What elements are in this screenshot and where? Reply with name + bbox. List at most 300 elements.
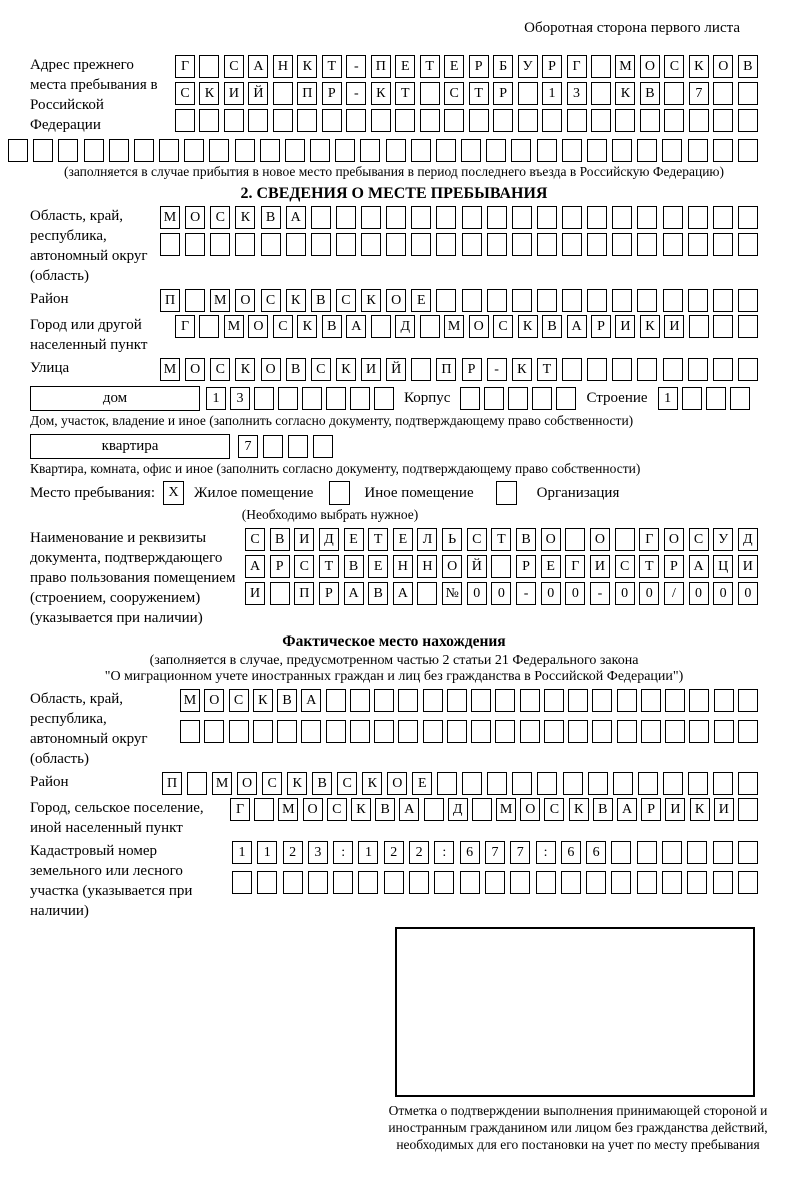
char-box: С xyxy=(311,358,331,381)
char-box: 0 xyxy=(738,582,758,605)
char-box xyxy=(518,109,538,132)
char-box xyxy=(434,871,454,894)
char-box xyxy=(510,871,530,894)
document-row-1 xyxy=(245,528,758,551)
char-box xyxy=(159,139,179,162)
actual-region-row-2 xyxy=(180,720,758,743)
char-box xyxy=(460,387,480,410)
char-box xyxy=(326,720,346,743)
char-box xyxy=(637,206,657,229)
char-box: 7 xyxy=(485,841,505,864)
char-box xyxy=(273,82,293,105)
char-box: Й xyxy=(386,358,406,381)
char-box: О xyxy=(520,798,540,821)
char-box xyxy=(688,358,708,381)
char-box: 6 xyxy=(586,841,606,864)
house-box-label: дом xyxy=(30,386,200,411)
stroenie-cells xyxy=(658,387,750,410)
char-box xyxy=(713,871,733,894)
char-box: П xyxy=(297,82,317,105)
char-box: 2 xyxy=(384,841,404,864)
char-box xyxy=(537,772,557,795)
stroenie-label: Строение xyxy=(586,390,648,406)
char-box xyxy=(254,798,274,821)
char-box xyxy=(175,109,195,132)
char-box xyxy=(273,109,293,132)
field-cadastral xyxy=(30,841,758,921)
char-box xyxy=(738,871,758,894)
char-box xyxy=(662,871,682,894)
char-box: М xyxy=(180,689,200,712)
char-box xyxy=(486,139,506,162)
char-box xyxy=(350,689,370,712)
char-box: 1 xyxy=(658,387,678,410)
char-box xyxy=(508,387,528,410)
char-box xyxy=(638,772,658,795)
char-box xyxy=(714,689,734,712)
char-box xyxy=(374,689,394,712)
char-box xyxy=(199,55,219,78)
char-box: И xyxy=(738,555,758,578)
char-box xyxy=(520,689,540,712)
char-box xyxy=(637,841,657,864)
char-box xyxy=(436,139,456,162)
section2-title: 2. СВЕДЕНИЯ О МЕСТЕ ПРЕБЫВАНИЯ xyxy=(240,185,548,202)
char-box: К xyxy=(297,315,317,338)
char-box: У xyxy=(518,55,538,78)
char-box xyxy=(562,233,582,256)
house-number-cells xyxy=(206,387,394,410)
char-box xyxy=(277,720,297,743)
char-box: А xyxy=(689,555,709,578)
char-box xyxy=(310,139,330,162)
char-box xyxy=(688,206,708,229)
char-box xyxy=(471,689,491,712)
char-box xyxy=(640,109,660,132)
char-box xyxy=(738,772,758,795)
char-box: И xyxy=(294,528,314,551)
char-box xyxy=(493,109,513,132)
char-box: Д xyxy=(395,315,415,338)
char-box: С xyxy=(273,315,293,338)
char-box xyxy=(326,387,346,410)
char-box: 0 xyxy=(565,582,585,605)
char-box xyxy=(185,233,205,256)
char-box xyxy=(395,109,415,132)
stay-option-org-label: Организация xyxy=(536,484,620,501)
field-city xyxy=(30,315,758,355)
char-box xyxy=(612,139,632,162)
char-box: И xyxy=(590,555,610,578)
char-box: Л xyxy=(417,528,437,551)
char-box xyxy=(662,139,682,162)
char-box: Р xyxy=(664,555,684,578)
char-box xyxy=(562,206,582,229)
house-note: Дом, участок, владение и иное (заполнить согласно документу, подтверждающему право собственности) xyxy=(30,413,634,428)
city-grid xyxy=(175,315,758,338)
char-box: Ь xyxy=(442,528,462,551)
char-box xyxy=(617,720,637,743)
char-box xyxy=(592,689,612,712)
char-box xyxy=(637,233,657,256)
char-box: Р xyxy=(542,55,562,78)
char-box xyxy=(469,109,489,132)
char-box: С xyxy=(336,289,356,312)
region-row-2 xyxy=(160,233,758,256)
char-box xyxy=(687,871,707,894)
char-box xyxy=(738,720,758,743)
previous-address-grid xyxy=(175,55,758,132)
char-box xyxy=(484,387,504,410)
char-box xyxy=(665,689,685,712)
region-label: Область, край, республика, автономный округ (область) xyxy=(30,208,148,284)
char-box xyxy=(313,435,333,458)
char-box xyxy=(713,139,733,162)
field-document xyxy=(30,528,758,628)
char-box: И xyxy=(615,315,635,338)
char-box: К xyxy=(689,55,709,78)
char-box xyxy=(713,772,733,795)
char-box: В xyxy=(368,582,388,605)
char-box xyxy=(587,289,607,312)
char-box xyxy=(270,582,290,605)
char-box xyxy=(311,206,331,229)
char-box: С xyxy=(493,315,513,338)
char-box xyxy=(688,772,708,795)
char-box xyxy=(235,233,255,256)
field-house xyxy=(30,386,758,411)
char-box xyxy=(209,139,229,162)
char-box: П xyxy=(162,772,182,795)
char-box: В xyxy=(286,358,306,381)
char-box xyxy=(360,139,380,162)
char-box: К xyxy=(297,55,317,78)
actual-district-row xyxy=(162,772,758,795)
stay-checkbox-zhiloe xyxy=(163,481,184,505)
char-box xyxy=(714,720,734,743)
char-box: А xyxy=(393,582,413,605)
previous-address-row-1 xyxy=(175,55,758,78)
char-box xyxy=(713,289,733,312)
char-box xyxy=(350,387,370,410)
char-box xyxy=(713,109,733,132)
field-previous-address xyxy=(30,55,758,135)
char-box xyxy=(611,841,631,864)
region-grid xyxy=(160,206,758,256)
char-box: : xyxy=(536,841,556,864)
char-box xyxy=(285,139,305,162)
actual-location-title: Фактическое место нахождения xyxy=(282,633,506,650)
actual-district-grid xyxy=(162,772,758,795)
char-box: М xyxy=(615,55,635,78)
cadastral-label: Кадастровый номер земельного или лесного участка (указывается при наличии) xyxy=(30,843,193,919)
char-box xyxy=(689,689,709,712)
char-box: Н xyxy=(393,555,413,578)
char-box: А xyxy=(301,689,321,712)
char-box xyxy=(662,841,682,864)
district-grid xyxy=(160,289,758,312)
char-box: О xyxy=(303,798,323,821)
char-box: Т xyxy=(322,55,342,78)
char-box: В xyxy=(311,289,331,312)
char-box: 1 xyxy=(206,387,226,410)
char-box: Д xyxy=(319,528,339,551)
char-box: 3 xyxy=(230,387,250,410)
char-box: М xyxy=(224,315,244,338)
char-box: С xyxy=(210,206,230,229)
char-box xyxy=(738,358,758,381)
field-street xyxy=(30,358,758,381)
char-box: О xyxy=(541,528,561,551)
char-box: С xyxy=(689,528,709,551)
char-box xyxy=(617,689,637,712)
field-stay-type xyxy=(30,481,758,505)
char-box xyxy=(706,387,726,410)
char-box: Е xyxy=(344,528,364,551)
char-box xyxy=(260,139,280,162)
char-box: М xyxy=(210,289,230,312)
char-box: К xyxy=(690,798,710,821)
char-box xyxy=(109,139,129,162)
char-box xyxy=(361,206,381,229)
char-box xyxy=(311,233,331,256)
char-box xyxy=(518,82,538,105)
char-box: К xyxy=(286,289,306,312)
char-box: О xyxy=(442,555,462,578)
apartment-cells xyxy=(238,435,333,458)
char-box xyxy=(254,387,274,410)
char-box: 7 xyxy=(689,82,709,105)
char-box: С xyxy=(229,689,249,712)
char-box: Й xyxy=(248,82,268,105)
char-box: В xyxy=(322,315,342,338)
char-box xyxy=(420,315,440,338)
char-box: С xyxy=(615,555,635,578)
char-box xyxy=(663,206,683,229)
char-box xyxy=(532,387,552,410)
char-box xyxy=(664,82,684,105)
char-box: И xyxy=(714,798,734,821)
actual-location-note-1: (заполняется в случае, предусмотренном частью 2 статьи 21 Федерального закона xyxy=(149,653,639,668)
char-box xyxy=(664,109,684,132)
actual-city-row xyxy=(230,798,758,821)
char-box xyxy=(637,358,657,381)
char-box: Г xyxy=(639,528,659,551)
char-box: К xyxy=(512,358,532,381)
char-box: К xyxy=(199,82,219,105)
char-box xyxy=(33,139,53,162)
char-box xyxy=(713,358,733,381)
char-box xyxy=(371,315,391,338)
char-box xyxy=(436,233,456,256)
char-box: Б xyxy=(493,55,513,78)
char-box xyxy=(361,233,381,256)
char-box: К xyxy=(235,358,255,381)
char-box xyxy=(738,139,758,162)
char-box: - xyxy=(346,82,366,105)
char-box: X xyxy=(163,481,184,505)
char-box: Д xyxy=(738,528,758,551)
form-content xyxy=(0,55,800,1153)
char-box: О xyxy=(664,528,684,551)
char-box xyxy=(587,206,607,229)
char-box: Й xyxy=(467,555,487,578)
char-box: К xyxy=(640,315,660,338)
char-box xyxy=(384,871,404,894)
char-box: К xyxy=(351,798,371,821)
char-box: 0 xyxy=(689,582,709,605)
char-box xyxy=(358,871,378,894)
char-box xyxy=(411,206,431,229)
char-box xyxy=(537,289,557,312)
field-region xyxy=(30,206,758,286)
char-box: О xyxy=(235,289,255,312)
char-box: С xyxy=(444,82,464,105)
region-row-1 xyxy=(160,206,758,229)
char-box: 7 xyxy=(510,841,530,864)
char-box: О xyxy=(248,315,268,338)
char-box xyxy=(424,798,444,821)
char-box xyxy=(462,772,482,795)
field-district xyxy=(30,289,758,312)
actual-region-label: Область, край, республика, автономный округ (область) xyxy=(30,691,148,767)
char-box xyxy=(495,689,515,712)
char-box xyxy=(568,720,588,743)
char-box xyxy=(471,720,491,743)
char-box xyxy=(689,720,709,743)
char-box: С xyxy=(210,358,230,381)
char-box xyxy=(184,139,204,162)
char-box xyxy=(738,206,758,229)
char-box xyxy=(556,387,576,410)
char-box: Е xyxy=(541,555,561,578)
char-box: 1 xyxy=(257,841,277,864)
char-box xyxy=(461,139,481,162)
char-box: С xyxy=(544,798,564,821)
char-box: И xyxy=(664,315,684,338)
char-box: Т xyxy=(420,55,440,78)
char-box: 3 xyxy=(567,82,587,105)
char-box: О xyxy=(386,289,406,312)
field-apartment xyxy=(30,434,758,459)
char-box xyxy=(187,772,207,795)
document-row-2 xyxy=(245,555,758,578)
char-box: Т xyxy=(491,528,511,551)
actual-city-label: Город, сельское поселение, иной населенный пункт xyxy=(30,800,204,836)
char-box xyxy=(333,871,353,894)
char-box xyxy=(411,358,431,381)
char-box xyxy=(437,772,457,795)
char-box xyxy=(738,841,758,864)
char-box xyxy=(411,233,431,256)
char-box xyxy=(335,139,355,162)
char-box: О xyxy=(640,55,660,78)
char-box: 0 xyxy=(713,582,733,605)
char-box xyxy=(487,289,507,312)
char-box: И xyxy=(245,582,265,605)
korpus-label: Корпус xyxy=(404,390,451,406)
char-box: О xyxy=(237,772,257,795)
char-box xyxy=(587,233,607,256)
street-label: Улица xyxy=(30,360,70,376)
char-box: О xyxy=(713,55,733,78)
char-box: № xyxy=(442,582,462,605)
char-box: С xyxy=(261,289,281,312)
char-box xyxy=(738,233,758,256)
char-box xyxy=(663,289,683,312)
char-box: : xyxy=(434,841,454,864)
char-box: М xyxy=(160,358,180,381)
char-box xyxy=(409,871,429,894)
previous-address-row-3 xyxy=(175,109,758,132)
char-box: О xyxy=(185,206,205,229)
char-box: : xyxy=(333,841,353,864)
char-box: Г xyxy=(565,555,585,578)
char-box: П xyxy=(160,289,180,312)
char-box xyxy=(472,798,492,821)
char-box: Е xyxy=(395,55,415,78)
stay-type-label: Место пребывания: xyxy=(30,484,155,501)
char-box: Р xyxy=(462,358,482,381)
char-box xyxy=(462,233,482,256)
char-box xyxy=(663,358,683,381)
char-box xyxy=(210,233,230,256)
char-box xyxy=(689,109,709,132)
char-box: М xyxy=(278,798,298,821)
char-box: 0 xyxy=(491,582,511,605)
char-box xyxy=(398,689,418,712)
char-box xyxy=(423,689,443,712)
char-box xyxy=(8,139,28,162)
char-box xyxy=(738,315,758,338)
char-box: В xyxy=(593,798,613,821)
char-box: С xyxy=(262,772,282,795)
char-box: 6 xyxy=(460,841,480,864)
stamp-box xyxy=(395,927,755,1097)
char-box xyxy=(713,206,733,229)
char-box: Е xyxy=(444,55,464,78)
char-box xyxy=(278,387,298,410)
page-header-note: Оборотная сторона первого листа xyxy=(524,20,740,36)
char-box: К xyxy=(336,358,356,381)
char-box xyxy=(308,871,328,894)
char-box: 0 xyxy=(541,582,561,605)
char-box xyxy=(411,139,431,162)
field-actual-region xyxy=(30,689,758,769)
previous-address-row-2 xyxy=(175,82,758,105)
char-box xyxy=(491,555,511,578)
char-box: 6 xyxy=(561,841,581,864)
document-grid xyxy=(245,528,758,605)
char-box xyxy=(689,315,709,338)
char-box: К xyxy=(615,82,635,105)
char-box xyxy=(350,720,370,743)
char-box xyxy=(257,871,277,894)
char-box: 1 xyxy=(542,82,562,105)
document-row-3 xyxy=(245,582,758,605)
char-box xyxy=(567,109,587,132)
char-box: Р xyxy=(493,82,513,105)
char-box xyxy=(562,289,582,312)
char-box: Т xyxy=(469,82,489,105)
char-box: А xyxy=(286,206,306,229)
char-box: Р xyxy=(322,82,342,105)
char-box xyxy=(637,871,657,894)
char-box: М xyxy=(496,798,516,821)
char-box xyxy=(460,871,480,894)
char-box xyxy=(417,582,437,605)
char-box xyxy=(204,720,224,743)
